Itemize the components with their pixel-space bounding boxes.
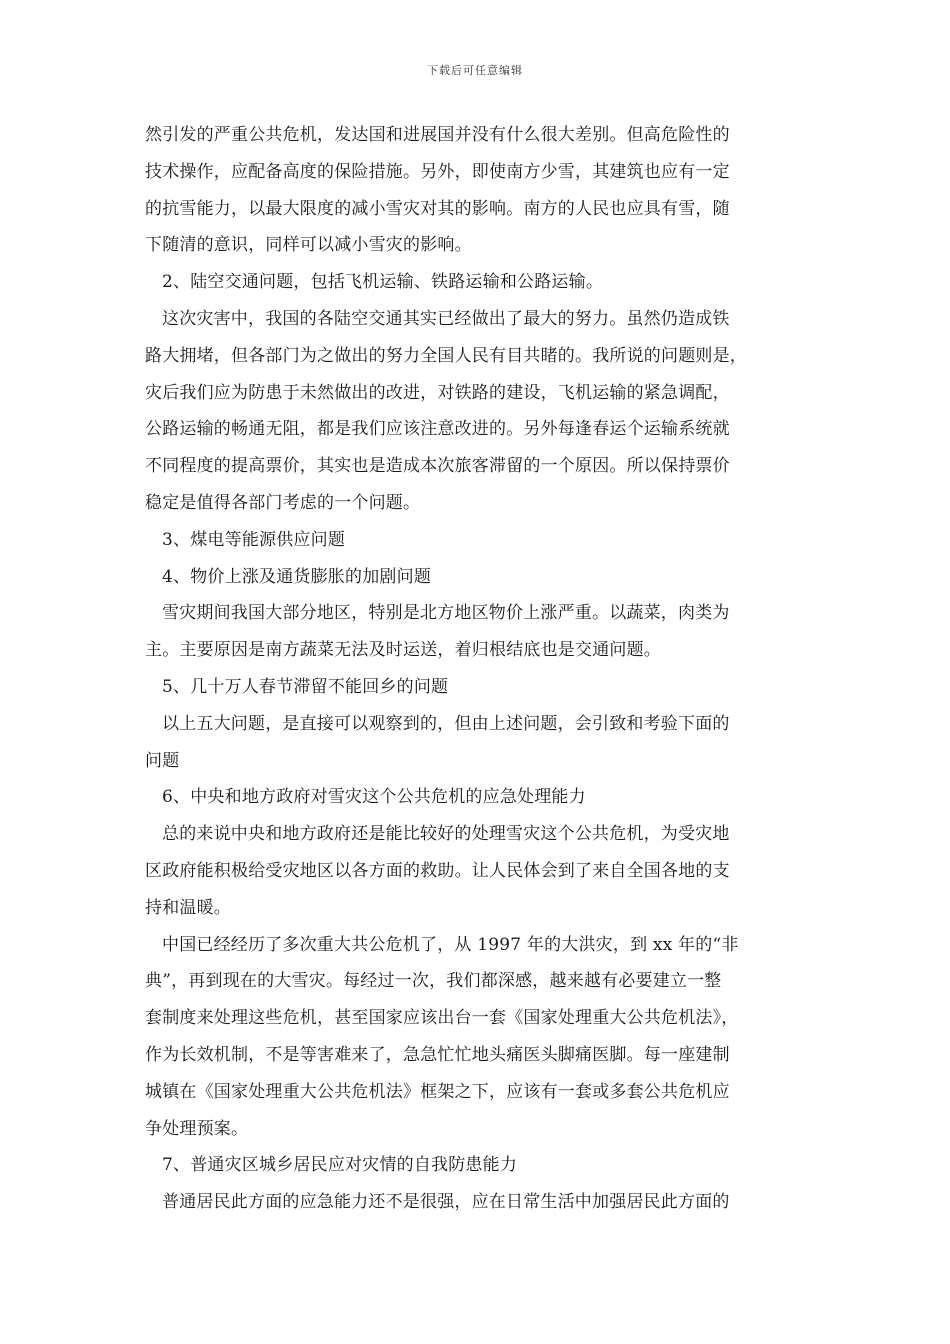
text-line: 作为长效机制，不是等害难来了，急急忙忙地头痛医头脚痛医脚。每一座建制 — [145, 1044, 730, 1065]
section-heading: 4、物价上涨及通货膨胀的加剧问题 — [162, 566, 432, 587]
text-line: 然引发的严重公共危机，发达国和进展国并没有什么很大差别。但高危险性的 — [145, 125, 730, 145]
section-heading: 3、煤电等能源供应问题 — [162, 529, 346, 550]
text-line: 路大拥堵，但各部门为之做出的努力全国人民有目共睹的。我所说的问题则是， — [145, 345, 747, 366]
text-line: 技术操作，应配备高度的保险措施。另外，即使南方少雪，其建筑也应有一定 — [145, 161, 730, 182]
text-line: 公路运输的畅通无阻，都是我们应该注意改进的。另外每逢春运个运输系统就 — [145, 419, 730, 440]
document-body — [145, 117, 813, 1221]
text-line: 灾后我们应为防患于未然做出的改进，对铁路的建设，飞机运输的紧急调配， — [145, 382, 730, 403]
paragraph-start: 这次灾害中，我国的各陆空交通其实已经做出了最大的努力。虽然仍造成铁 — [162, 308, 730, 329]
text-line: 稳定是值得各部门考虑的一个问题。 — [145, 492, 421, 513]
paragraph-start: 以上五大问题，是直接可以观察到的，但由上述问题，会引致和考验下面的 — [162, 713, 730, 734]
text-line: 主。主要原因是南方蔬菜无法及时运送，着归根结底也是交通问题。 — [145, 640, 661, 661]
section-heading: 2、陆空交通问题，包括飞机运输、铁路运输和公路运输。 — [162, 272, 604, 293]
text-line: 持和温暖。 — [145, 897, 231, 918]
paragraph-start: 总的来说中央和地方政府还是能比较好的处理雪灾这个公共危机，为受灾地 — [162, 824, 730, 845]
text-line: 套制度来处理这些危机，甚至国家应该出台一套《国家处理重大公共危机法》， — [145, 1008, 739, 1029]
text-line: 的抗雪能力，以最大限度的减小雪灾对其的影响。南方的人民也应具有雪，随 — [145, 198, 730, 219]
section-heading: 7、普通灾区城乡居民应对灾情的自我防患能力 — [162, 1155, 518, 1176]
text-line: 不同程度的提高票价，其实也是造成本次旅客滞留的一个原因。所以保持票价 — [145, 456, 730, 477]
section-heading: 5、几十万人春节滞留不能回乡的问题 — [162, 676, 449, 697]
page-header: 下载后可任意编辑 — [427, 64, 523, 77]
text-line: 城镇在《国家处理重大公共危机法》框架之下，应该有一套或多套公共危机应 — [145, 1081, 730, 1102]
text-line: 下随清的意识，同样可以减小雪灾的影响。 — [145, 235, 472, 256]
section-heading: 6、中央和地方政府对雪灾这个公共危机的应急处理能力 — [162, 787, 586, 808]
text-line: 区政府能积极给受灾地区以各方面的救助。让人民体会到了来自全国各地的支 — [145, 860, 730, 881]
text-line: 争处理预案。 — [145, 1118, 249, 1139]
text-line: 问题 — [145, 750, 180, 771]
paragraph-start: 普通居民此方面的应急能力还不是很强，应在日常生活中加强居民此方面的 — [162, 1192, 730, 1213]
paragraph-start: 雪灾期间我国大部分地区，特别是北方地区物价上涨严重。以蔬菜，肉类为 — [162, 603, 730, 624]
paragraph-start: 中国已经经历了多次重大共公危机了，从 1997 年的大洪灾，到 xx 年的“非 — [162, 934, 739, 955]
text-line: 典”，再到现在的大雪灾。每经过一次，我们都深感，越来越有必要建立一整 — [145, 971, 722, 992]
